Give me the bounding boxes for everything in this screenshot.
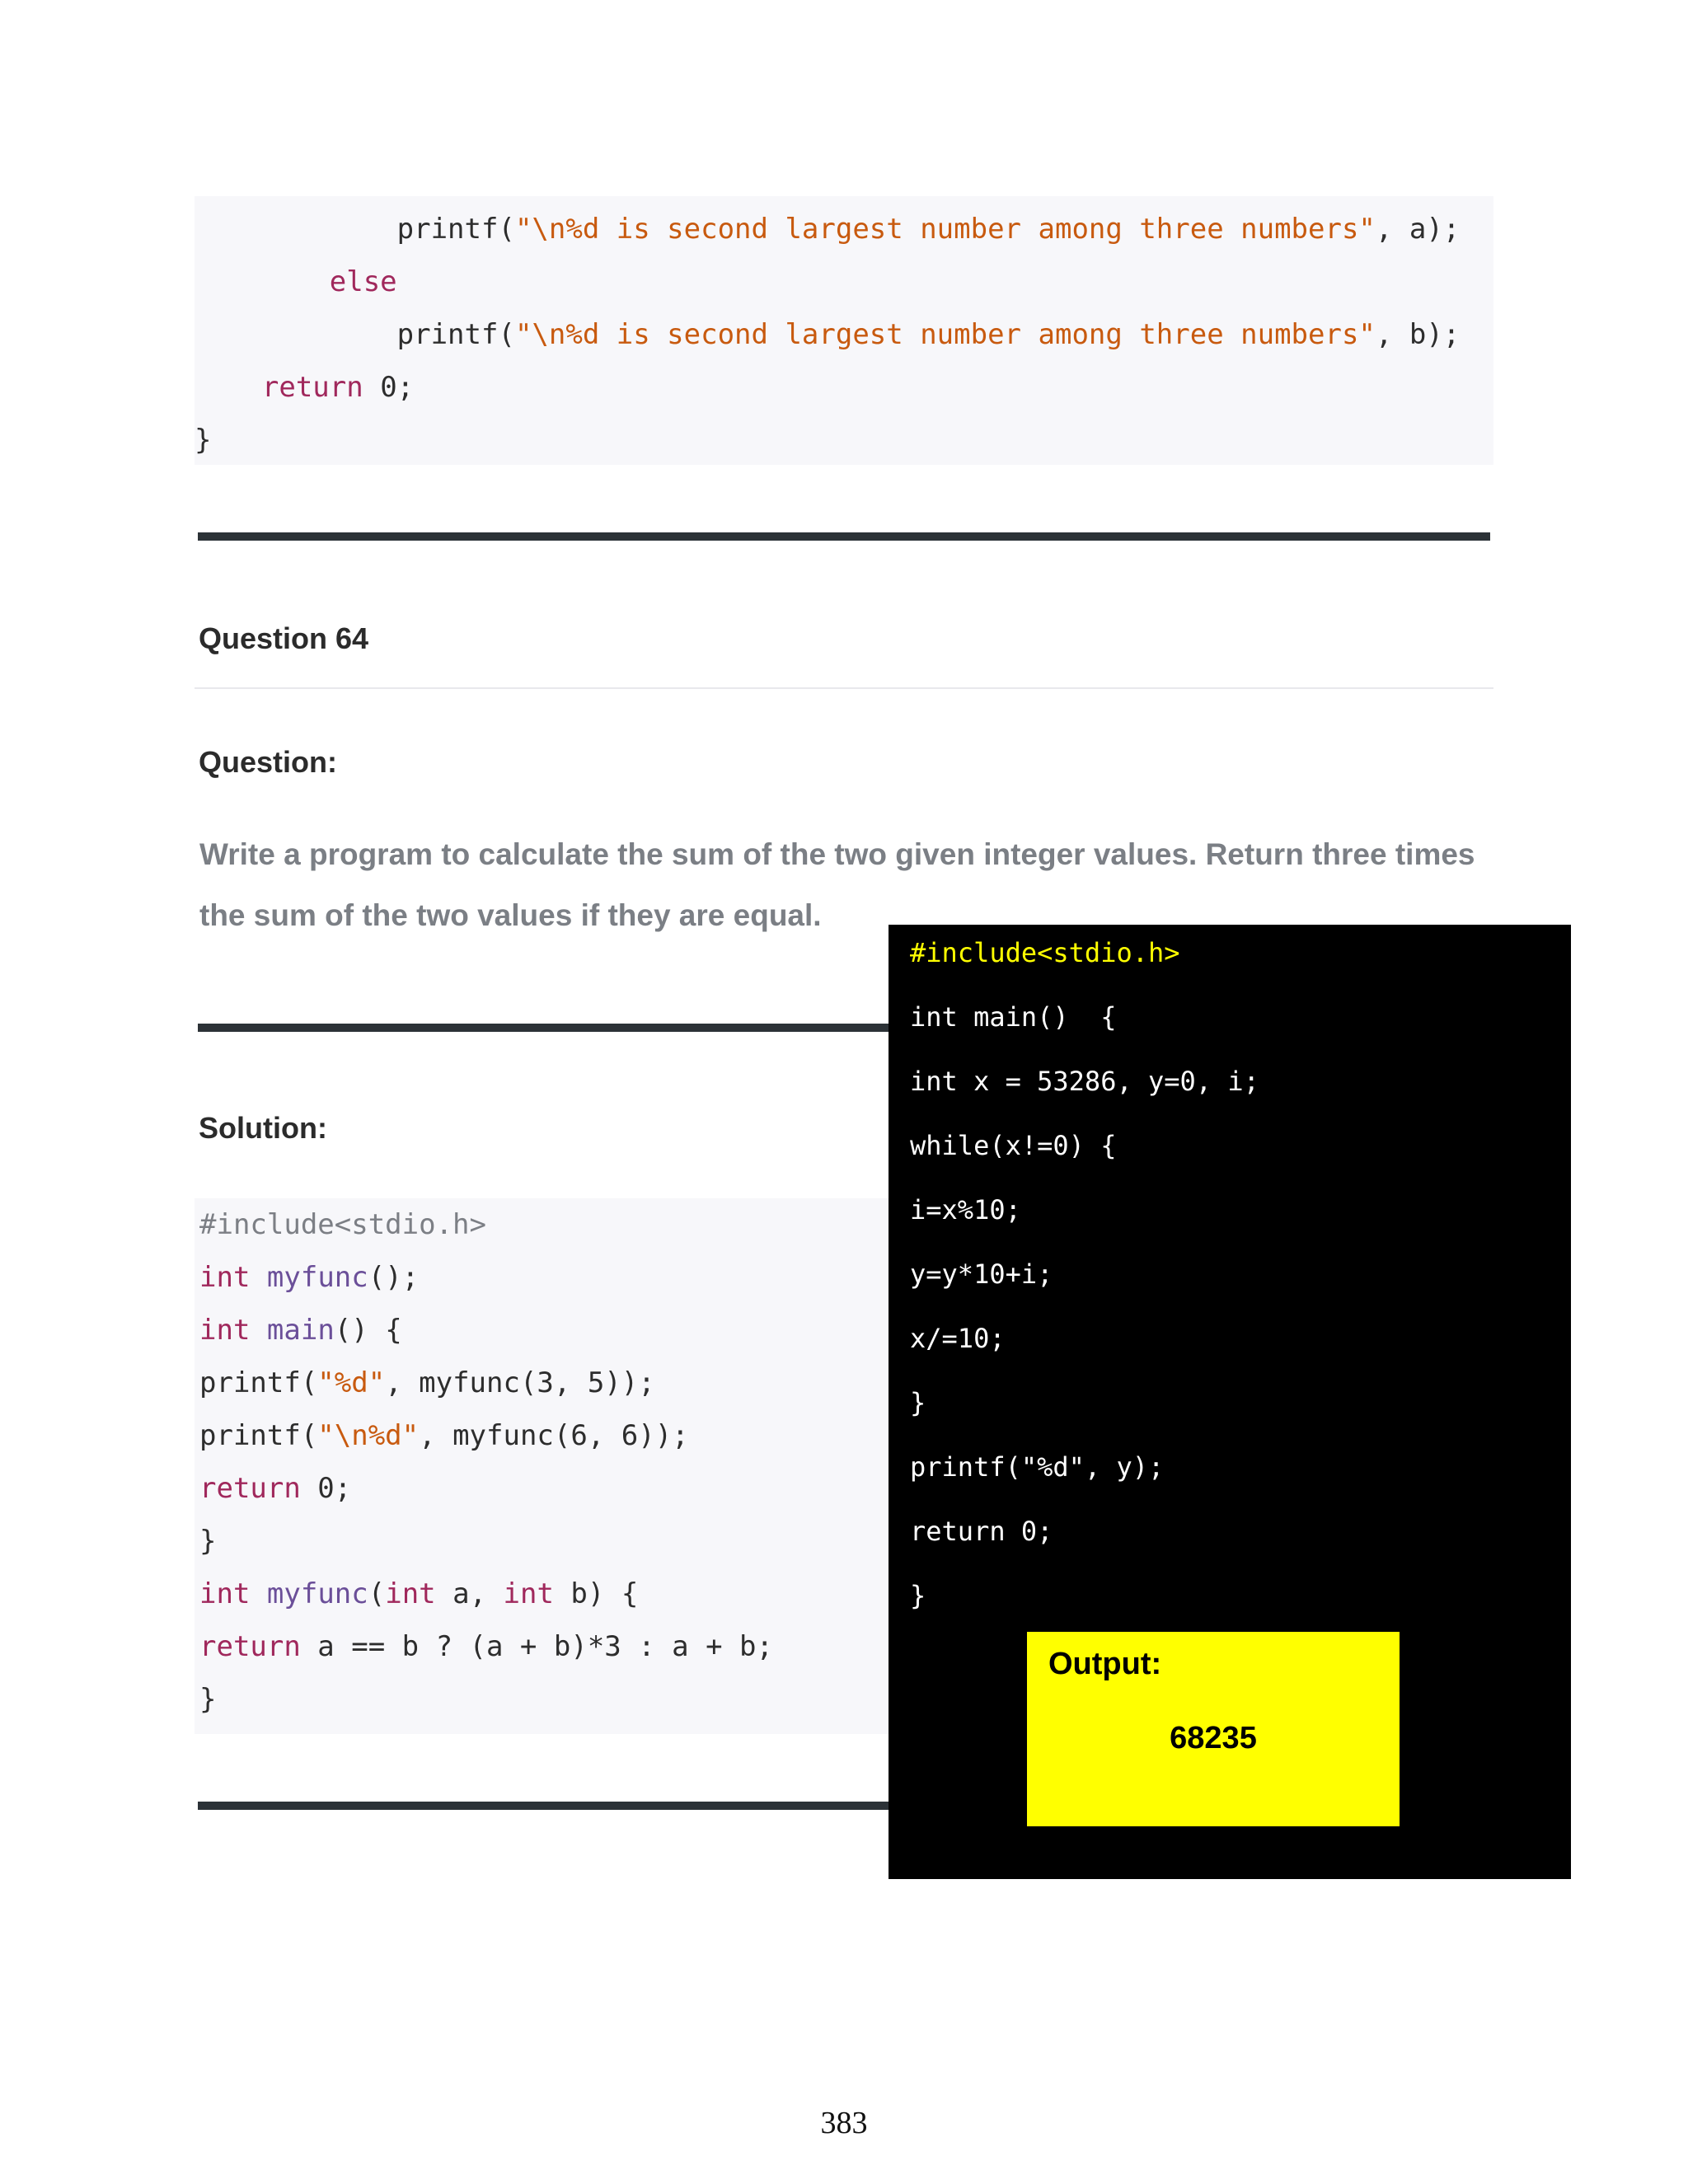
code-token: () {	[334, 1314, 402, 1347]
code-token: int	[199, 1314, 251, 1347]
code-token: int	[503, 1577, 554, 1610]
code-line	[199, 1198, 486, 1251]
code-line	[199, 1515, 216, 1568]
heading-underline	[195, 687, 1493, 689]
code-line: while(x!=0) {	[910, 1130, 1117, 1161]
code-line	[199, 1620, 773, 1673]
code-token: else	[329, 265, 397, 298]
code-token: "\n%d is second largest number among three numbers"	[514, 213, 1376, 246]
code-line: }	[910, 1580, 926, 1611]
code-line	[199, 1409, 689, 1462]
code-line: }	[910, 1387, 926, 1418]
code-token: 0;	[300, 1472, 352, 1505]
code-token: "\n%d is second largest number among three numbers"	[514, 318, 1376, 351]
code-block-previous	[195, 196, 1493, 465]
section-divider	[198, 532, 1490, 541]
code-token: , myfunc(3, 5));	[385, 1366, 655, 1399]
code-token: , a);	[1375, 213, 1461, 246]
question-number: Question 64	[199, 621, 369, 655]
section-divider	[198, 1802, 890, 1810]
code-block-solution	[195, 1198, 889, 1734]
code-token: , myfunc(6, 6));	[419, 1419, 689, 1452]
code-token	[195, 371, 262, 404]
code-token: ();	[368, 1261, 420, 1294]
question-text: Write a program to calculate the sum of the two given integer values. Return three times the sum of the two values if they are equal.	[199, 837, 1475, 932]
code-line	[195, 255, 397, 308]
code-token: , b);	[1375, 318, 1461, 351]
code-token: printf(	[195, 318, 515, 351]
output-box	[1027, 1632, 1400, 1826]
code-line	[195, 361, 414, 414]
output-value: 68235	[1170, 1721, 1257, 1755]
code-line: x/=10;	[910, 1323, 1006, 1354]
page-number: 383	[820, 2106, 868, 2140]
code-token: a,	[435, 1577, 504, 1610]
code-token	[250, 1577, 266, 1610]
code-line	[199, 1251, 419, 1304]
code-line: printf("%d", y);	[910, 1451, 1165, 1483]
code-line	[195, 414, 211, 466]
code-token: #include<stdio.h>	[199, 1208, 486, 1241]
code-token: 0;	[363, 371, 415, 404]
code-token: return	[261, 371, 363, 404]
code-token: printf(	[195, 213, 515, 246]
code-token: main	[266, 1314, 335, 1347]
code-token	[250, 1261, 266, 1294]
code-token: }	[199, 1683, 217, 1716]
code-token: printf(	[199, 1366, 318, 1399]
code-token: int	[385, 1577, 436, 1610]
code-token: int	[199, 1577, 251, 1610]
code-line	[199, 1357, 655, 1409]
code-token: myfunc	[266, 1261, 368, 1294]
question-heading: Question:	[199, 745, 337, 779]
code-token: a == b ? (a + b)*3 : a + b;	[300, 1630, 773, 1663]
code-token: myfunc	[266, 1577, 368, 1610]
code-token: int	[199, 1261, 251, 1294]
code-line: int x = 53286, y=0, i;	[910, 1066, 1259, 1097]
code-line	[199, 1568, 638, 1620]
code-line: int main() {	[910, 1001, 1117, 1033]
code-line: y=y*10+i;	[910, 1258, 1053, 1290]
code-line: i=x%10;	[910, 1194, 1021, 1226]
code-line	[195, 203, 1460, 255]
code-token: (	[368, 1577, 386, 1610]
code-token: printf(	[199, 1419, 318, 1452]
code-token: return	[199, 1630, 301, 1663]
code-line	[199, 1673, 216, 1726]
code-token: }	[195, 424, 212, 457]
code-line	[199, 1304, 402, 1357]
code-line: #include<stdio.h>	[910, 937, 1180, 968]
code-token	[250, 1314, 266, 1347]
code-line	[199, 1462, 351, 1515]
solution-heading: Solution:	[199, 1111, 327, 1145]
code-token: }	[199, 1525, 217, 1558]
code-token: "\n%d"	[317, 1419, 420, 1452]
code-line: return 0;	[910, 1516, 1053, 1547]
section-divider	[198, 1024, 890, 1032]
code-token: return	[199, 1472, 301, 1505]
code-token: b) {	[553, 1577, 639, 1610]
code-token: "%d"	[317, 1366, 386, 1399]
output-label: Output:	[1048, 1647, 1162, 1681]
code-token	[195, 265, 330, 298]
code-line	[195, 308, 1460, 361]
